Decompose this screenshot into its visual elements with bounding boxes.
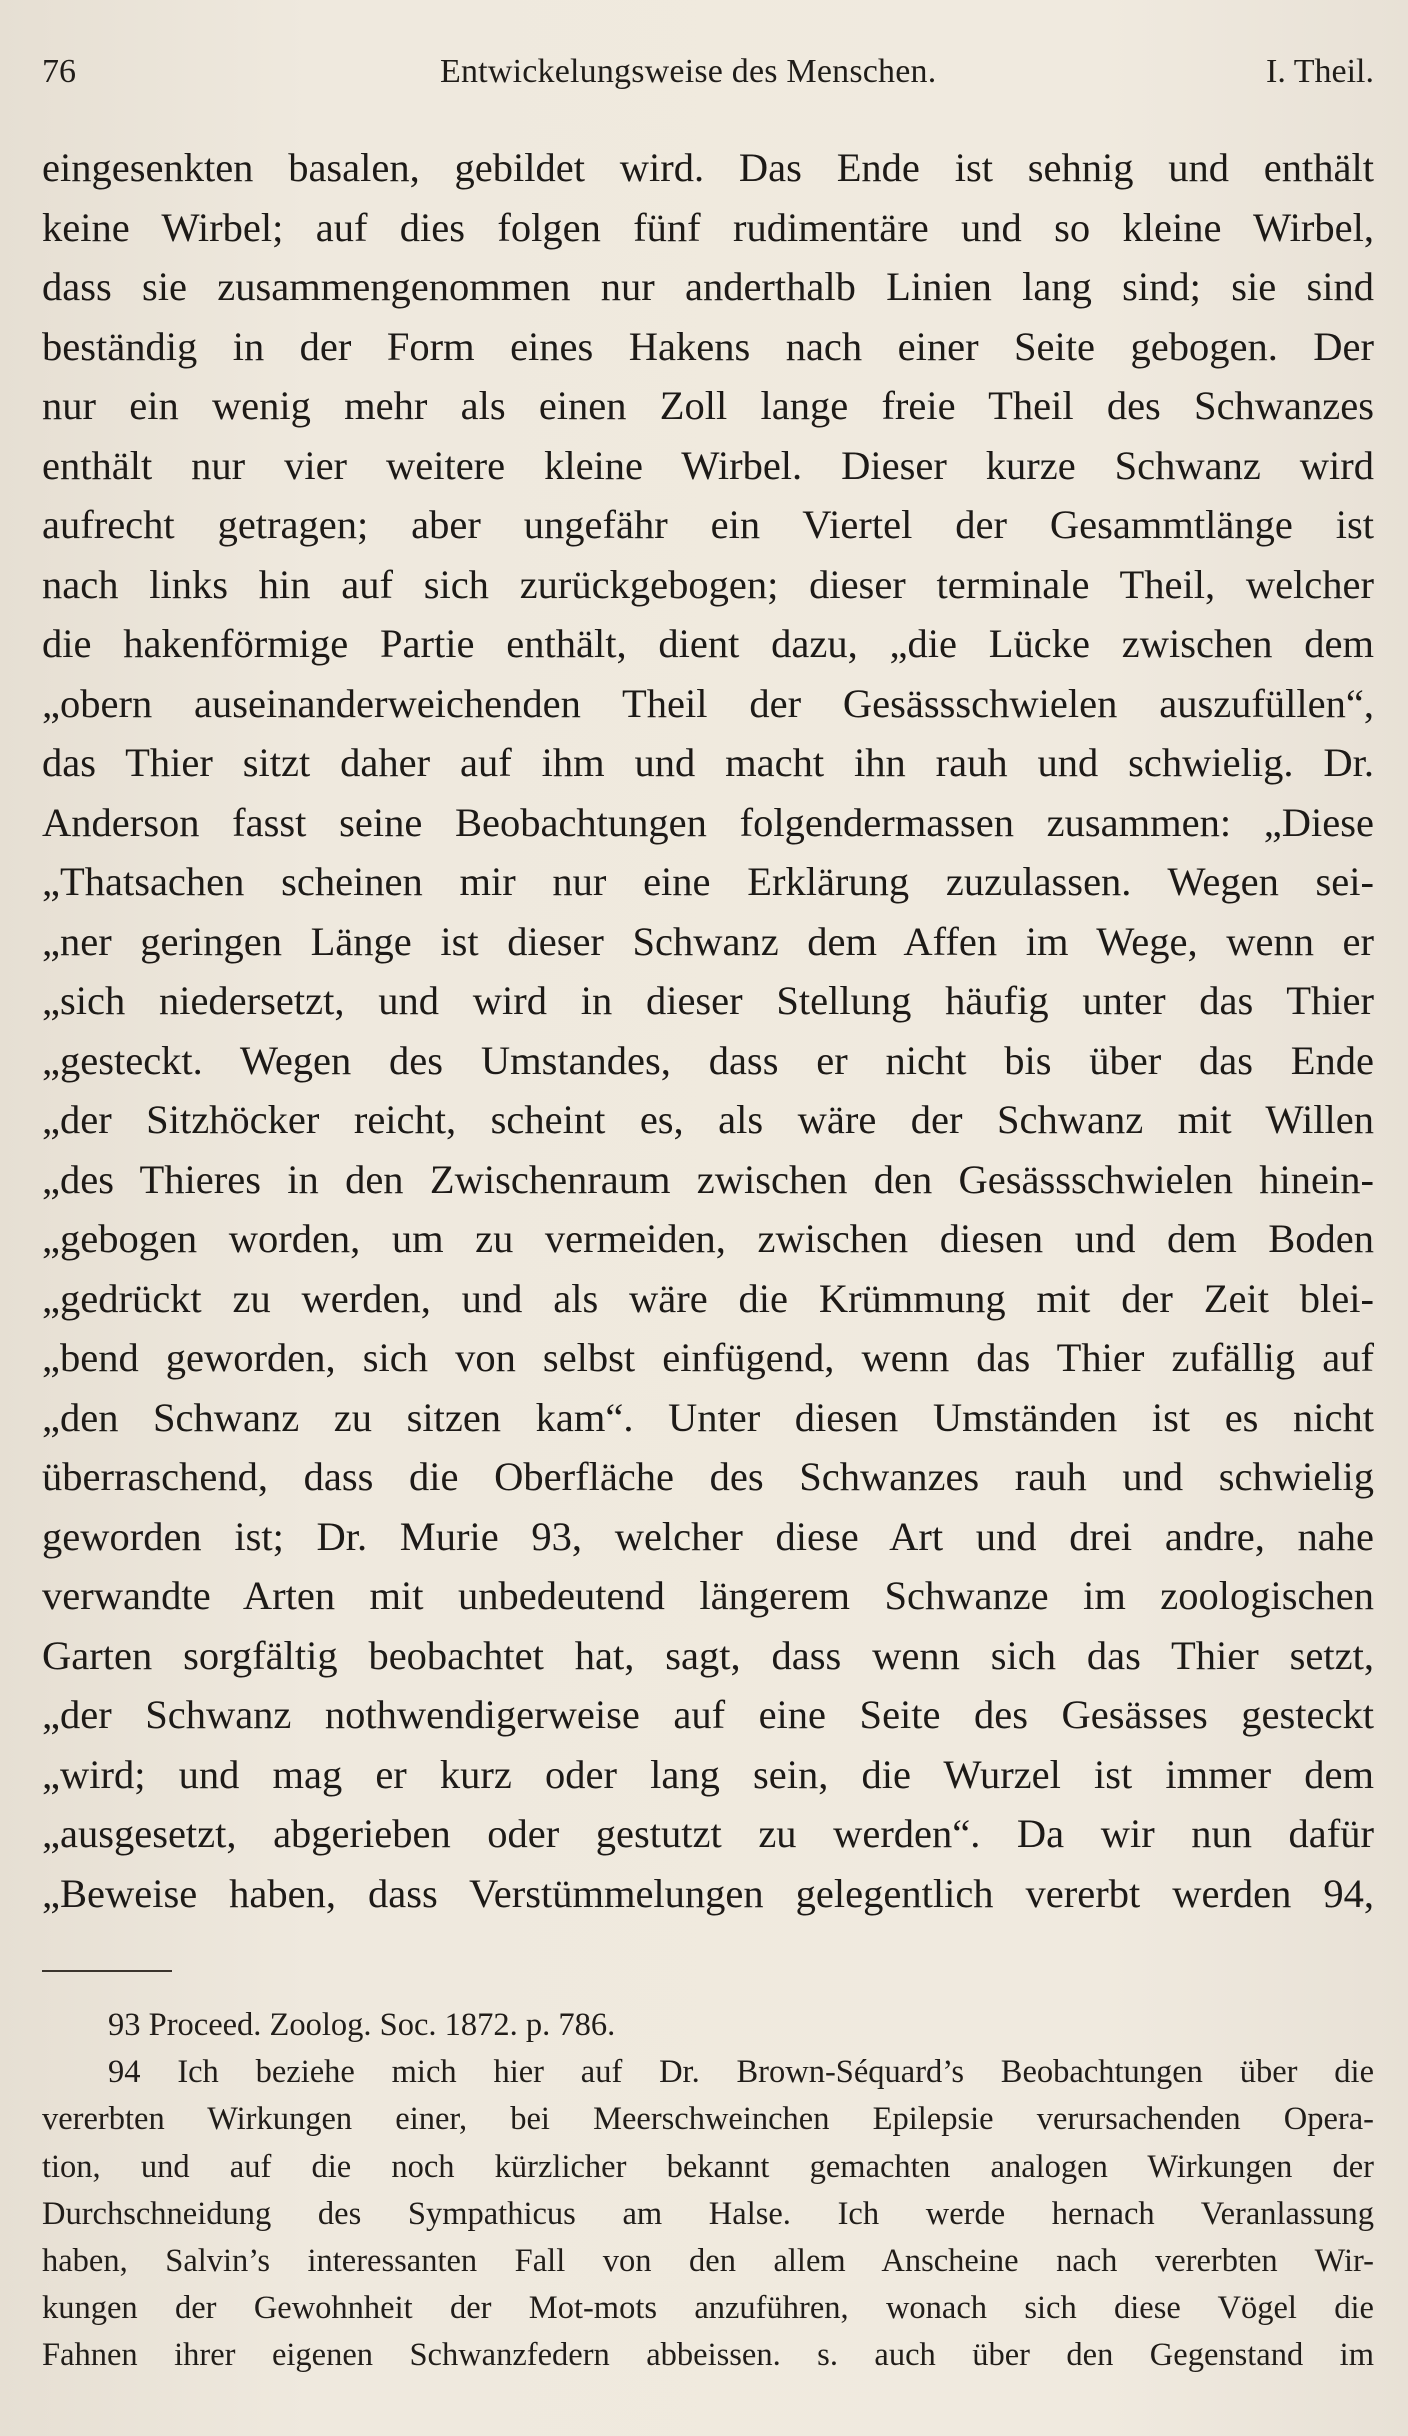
- body-line: „wird; und mag er kurz oder lang sein, die Wurzel ist immer dem: [42, 1751, 1374, 1797]
- main-text: [42, 138, 1374, 1923]
- body-line: „gebogen worden, um zu vermeiden, zwischen diesen und dem Boden: [42, 1216, 1374, 1261]
- body-line: überraschend, dass die Oberfläche des Schwanzes rauh und schwielig: [42, 1454, 1374, 1499]
- footnote-93-text: Proceed. Zoolog. Soc. 1872. p. 786.: [148, 2007, 616, 2043]
- footnote-line: Durchschneidung des Sympathicus am Halse. Ich werde hernach Veranlassung: [42, 2195, 1374, 2232]
- body-line: „den Schwanz zu sitzen kam“. Unter diesen Umständen ist es nicht: [42, 1394, 1374, 1440]
- footnote-divider: [42, 1970, 172, 1972]
- page-header: [42, 42, 1374, 102]
- body-line: „ausgesetzt, abgerieben oder gestutzt zu werden“. Da wir nun dafür: [42, 1811, 1374, 1856]
- footnote-marker-93: 93: [108, 2007, 141, 2043]
- body-line: verwandte Arten mit unbedeutend längerem Schwanze im zoologischen: [42, 1573, 1374, 1618]
- footnote-94-first-line: [42, 2049, 1374, 2096]
- body-line: „des Thieres in den Zwischenraum zwischen den Gesässschwielen hinein-: [42, 1156, 1374, 1202]
- body-line: „gesteckt. Wegen des Umstandes, dass er nicht bis über das Ende: [42, 1037, 1374, 1083]
- body-line: die hakenförmige Partie enthält, dient dazu, „die Lücke zwischen dem: [42, 621, 1374, 666]
- body-line: „gedrückt zu werden, und als wäre die Krümmung mit der Zeit blei-: [42, 1275, 1374, 1321]
- body-line: beständig in der Form eines Hakens nach einer Seite gebogen. Der: [42, 323, 1374, 369]
- section-label: I. Theil.: [1266, 53, 1374, 90]
- body-line: „ner geringen Länge ist dieser Schwanz dem Affen im Wege, wenn er: [42, 918, 1374, 964]
- body-line: enthält nur vier weitere kleine Wirbel. Dieser kurze Schwanz wird: [42, 442, 1374, 488]
- footnote-line: haben, Salvin’s interessanten Fall von den allem Anscheine nach vererbten Wir-: [42, 2242, 1374, 2279]
- body-line: „der Sitzhöcker reicht, scheint es, als wäre der Schwanz mit Willen: [42, 1097, 1374, 1142]
- footnote-line: Fahnen ihrer eigenen Schwanzfedern abbeissen. s. auch über den Gegenstand im: [42, 2337, 1374, 2374]
- footnote-line: kungen der Gewohnheit der Mot-mots anzuführen, wonach sich diese Vögel die: [42, 2290, 1374, 2327]
- body-line: Garten sorgfältig beobachtet hat, sagt, dass wenn sich das Thier setzt,: [42, 1632, 1374, 1678]
- body-line: dass sie zusammengenommen nur anderthalb Linien lang sind; sie sind: [42, 264, 1374, 309]
- body-line: aufrecht getragen; aber ungefähr ein Viertel der Gesammtlänge ist: [42, 502, 1374, 547]
- body-line: das Thier sitzt daher auf ihm und macht ihn rauh und schwielig. Dr.: [42, 740, 1374, 785]
- footnote-marker-94: 94: [108, 2054, 141, 2091]
- body-line: „Beweise haben, dass Verstümmelungen gelegentlich vererbt werden 94,: [42, 1870, 1374, 1916]
- body-line: keine Wirbel; auf dies folgen fünf rudimentäre und so kleine Wirbel,: [42, 204, 1374, 250]
- footnotes: [42, 2002, 1374, 2380]
- body-line: „obern auseinanderweichenden Theil der Gesässschwielen auszufüllen“,: [42, 680, 1374, 726]
- footnote-line: vererbten Wirkungen einer, bei Meerschweinchen Epilepsie verursachenden Opera-: [42, 2101, 1374, 2138]
- running-title: Entwickelungsweise des Menschen.: [440, 53, 937, 90]
- page-number: 76: [42, 53, 76, 90]
- body-line: eingesenkten basalen, gebildet wird. Das Ende ist sehnig und enthält: [42, 145, 1374, 190]
- body-line: „Thatsachen scheinen mir nur eine Erklärung zuzulassen. Wegen sei-: [42, 859, 1374, 904]
- body-line: nach links hin auf sich zurückgebogen; dieser terminale Theil, welcher: [42, 561, 1374, 607]
- footnote-93-line: [42, 2002, 1374, 2049]
- footnote-line: tion, und auf die noch kürzlicher bekannt gemachten analogen Wirkungen der: [42, 2148, 1374, 2185]
- body-line: nur ein wenig mehr als einen Zoll lange freie Theil des Schwanzes: [42, 383, 1374, 428]
- footnote-94-text: Ich beziehe mich hier auf Dr. Brown-Séquard’s Beobachtungen über die: [177, 2054, 1374, 2091]
- body-line: „sich niedersetzt, und wird in dieser Stellung häufig unter das Thier: [42, 978, 1374, 1023]
- body-line: Anderson fasst seine Beobachtungen folgendermassen zusammen: „Diese: [42, 799, 1374, 845]
- body-line: geworden ist; Dr. Murie 93, welcher diese Art und drei andre, nahe: [42, 1513, 1374, 1559]
- body-line: „der Schwanz nothwendigerweise auf eine Seite des Gesässes gesteckt: [42, 1692, 1374, 1737]
- body-line: „bend geworden, sich von selbst einfügend, wenn das Thier zufällig auf: [42, 1335, 1374, 1380]
